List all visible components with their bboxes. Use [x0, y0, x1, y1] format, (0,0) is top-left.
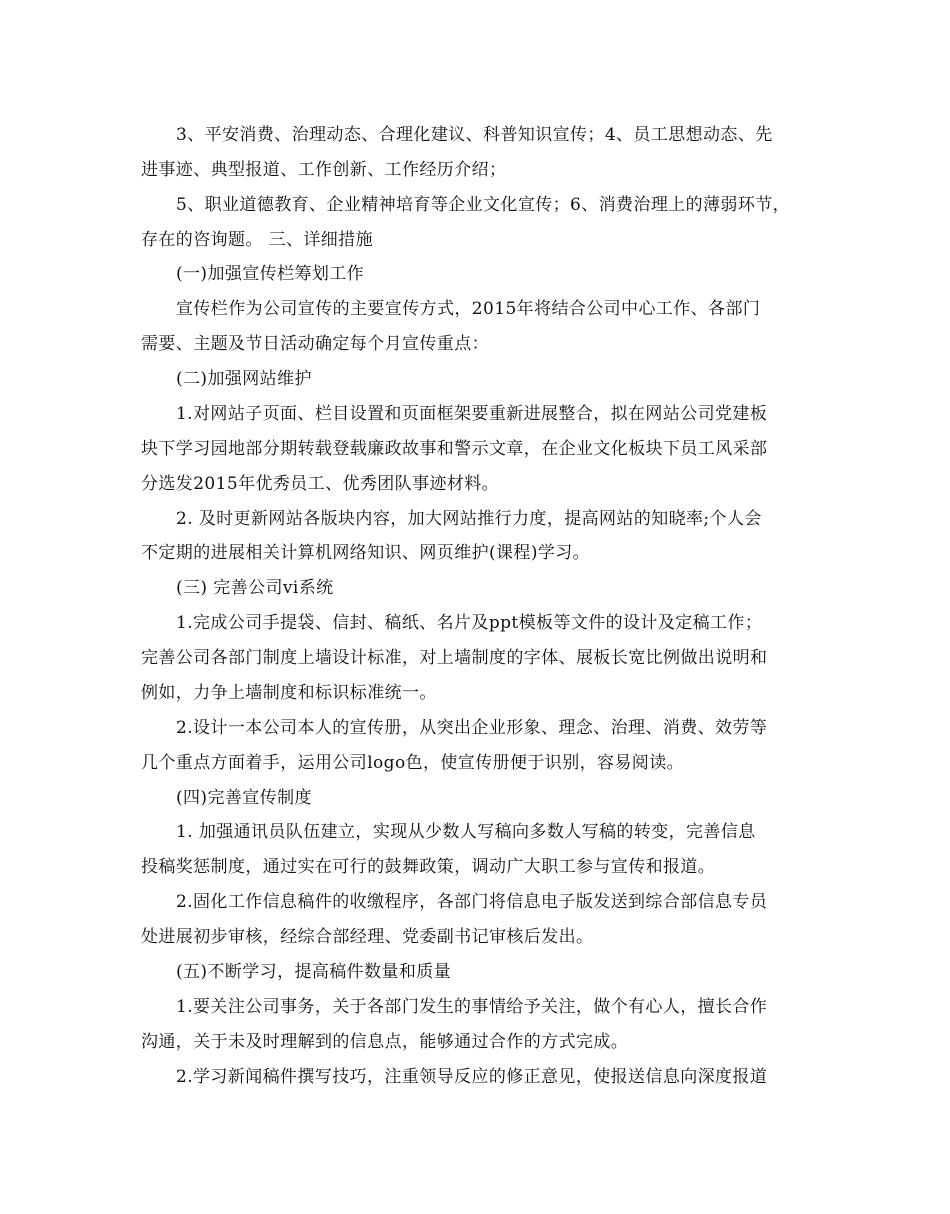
paragraph-line: 2.设计一本公司本人的宣传册，从突出企业形象、理念、治理、消费、效劳等	[176, 718, 768, 738]
paragraph-line: 沟通，关于未及时理解到的信息点，能够通过合作的方式完成。	[141, 1032, 629, 1052]
paragraph-line: 1. 加强通讯员队伍建立，实现从少数人写稿向多数人写稿的转变，完善信息	[176, 822, 756, 842]
paragraph-line: 进事迹、典型报道、工作创新、工作经历介绍；	[141, 160, 507, 180]
paragraph-line: 分选发2015年优秀员工、优秀团队事迹材料。	[141, 474, 500, 494]
paragraph-line: 例如，力争上墙制度和标识标准统一。	[141, 683, 437, 703]
paragraph-line: 需要、主题及节日活动确定每个月宣传重点：	[141, 334, 489, 354]
paragraph-line: 块下学习园地部分期转载登载廉政故事和警示文章，在企业文化板块下员工风采部	[141, 439, 768, 459]
paragraph-line: 不定期的进展相关计算机网络知识、网页维护(课程)学习。	[141, 543, 591, 563]
section-heading: (三) 完善公司vi系统	[176, 578, 334, 598]
paragraph-line: 完善公司各部门制度上墙设计标准，对上墙制度的字体、展板长宽比例做出说明和	[141, 648, 768, 668]
section-heading: (五)不断学习，提高稿件数量和质量	[176, 962, 452, 982]
paragraph-line: 5、职业道德教育、企业精神培育等企业文化宣传；6、消费治理上的薄弱环节，	[176, 195, 791, 215]
paragraph-line: 存在的咨询题。 三、详细措施	[141, 230, 374, 250]
paragraph-line: 2. 及时更新网站各版块内容，加大网站推行力度，提高网站的知晓率;个人会	[176, 509, 762, 529]
section-heading: (一)加强宣传栏筹划工作	[176, 264, 365, 284]
paragraph-line: 处进展初步审核，经综合部经理、党委副书记审核后发出。	[141, 927, 594, 947]
paragraph-line: 1.要关注公司事务，关于各部门发生的事情给予关注，做个有心人，擅长合作	[176, 997, 768, 1017]
paragraph-line: 几个重点方面着手，运用公司logo色，使宣传册便于识别，容易阅读。	[141, 753, 684, 773]
paragraph-line: 宣传栏作为公司宣传的主要宣传方式，2015年将结合公司中心工作、各部门	[176, 299, 761, 319]
paragraph-line: 2.学习新闻稿件撰写技巧，注重领导反应的修正意见，使报送信息向深度报道	[176, 1067, 768, 1087]
section-heading: (二)加强网站维护	[176, 369, 312, 389]
paragraph-line: 3、平安消费、治理动态、合理化建议、科普知识宣传；4、员工思想动态、先	[176, 125, 773, 145]
paragraph-line: 1.完成公司手提袋、信封、稿纸、名片及ppt模板等文件的设计及定稿工作；	[176, 613, 763, 633]
section-heading: (四)完善宣传制度	[176, 788, 312, 808]
paragraph-line: 投稿奖惩制度，通过实在可行的鼓舞政策，调动广大职工参与宣传和报道。	[141, 857, 716, 877]
paragraph-line: 2.固化工作信息稿件的收缴程序，各部门将信息电子版发送到综合部信息专员	[176, 892, 768, 912]
paragraph-line: 1.对网站子页面、栏目设置和页面框架要重新进展整合，拟在网站公司党建板	[176, 404, 768, 424]
